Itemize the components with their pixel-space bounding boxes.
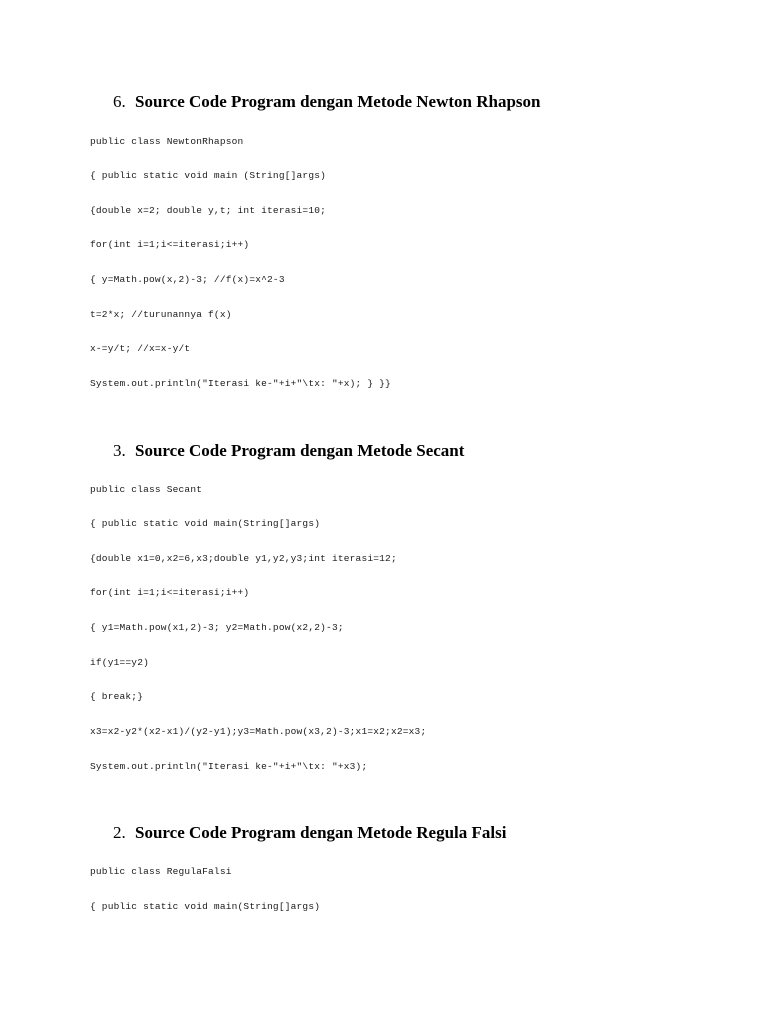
code-line: for(int i=1;i<=iterasi;i++) (90, 587, 250, 598)
code-line: { y=Math.pow(x,2)-3; //f(x)=x^2-3 (90, 274, 285, 285)
section-title: Source Code Program dengan Metode Regula Falsi (135, 823, 507, 842)
code-line: { public static void main(String[]args) (90, 901, 321, 912)
code-line: x-=y/t; //x=x-y/t (90, 343, 191, 354)
section-heading-newton-rhapson (113, 92, 540, 112)
section-number: 3. (113, 441, 126, 460)
code-line: { public static void main(String[]args) (90, 518, 321, 529)
code-line: System.out.println("Iterasi ke-"+i+"\tx: "+x3); (90, 761, 368, 772)
code-line: {double x=2; double y,t; int iterasi=10; (90, 205, 327, 216)
code-line: { break;} (90, 691, 144, 702)
section-heading-secant (113, 441, 464, 461)
section-heading-regula-falsi (113, 823, 506, 843)
section-title: Source Code Program dengan Metode Newton Rhapson (135, 92, 541, 111)
code-line: for(int i=1;i<=iterasi;i++) (90, 239, 250, 250)
section-number: 2. (113, 823, 126, 842)
code-line: System.out.println("Iterasi ke-"+i+"\tx: "+x); } }} (90, 378, 391, 389)
section-number: 6. (113, 92, 126, 111)
code-line: public class NewtonRhapson (90, 136, 244, 147)
code-line: { y1=Math.pow(x1,2)-3; y2=Math.pow(x2,2)-3; (90, 622, 344, 633)
code-line: t=2*x; //turunannya f(x) (90, 309, 232, 320)
code-line: {double x1=0,x2=6,x3;double y1,y2,y3;int iterasi=12; (90, 553, 397, 564)
code-line: { public static void main (String[]args) (90, 170, 327, 181)
code-line: public class RegulaFalsi (90, 866, 232, 877)
section-title: Source Code Program dengan Metode Secant (135, 441, 465, 460)
code-line: public class Secant (90, 484, 203, 495)
code-line: if(y1==y2) (90, 657, 150, 668)
code-line: x3=x2-y2*(x2-x1)/(y2-y1);y3=Math.pow(x3,2)-3;x1=x2;x2=x3; (90, 726, 427, 737)
